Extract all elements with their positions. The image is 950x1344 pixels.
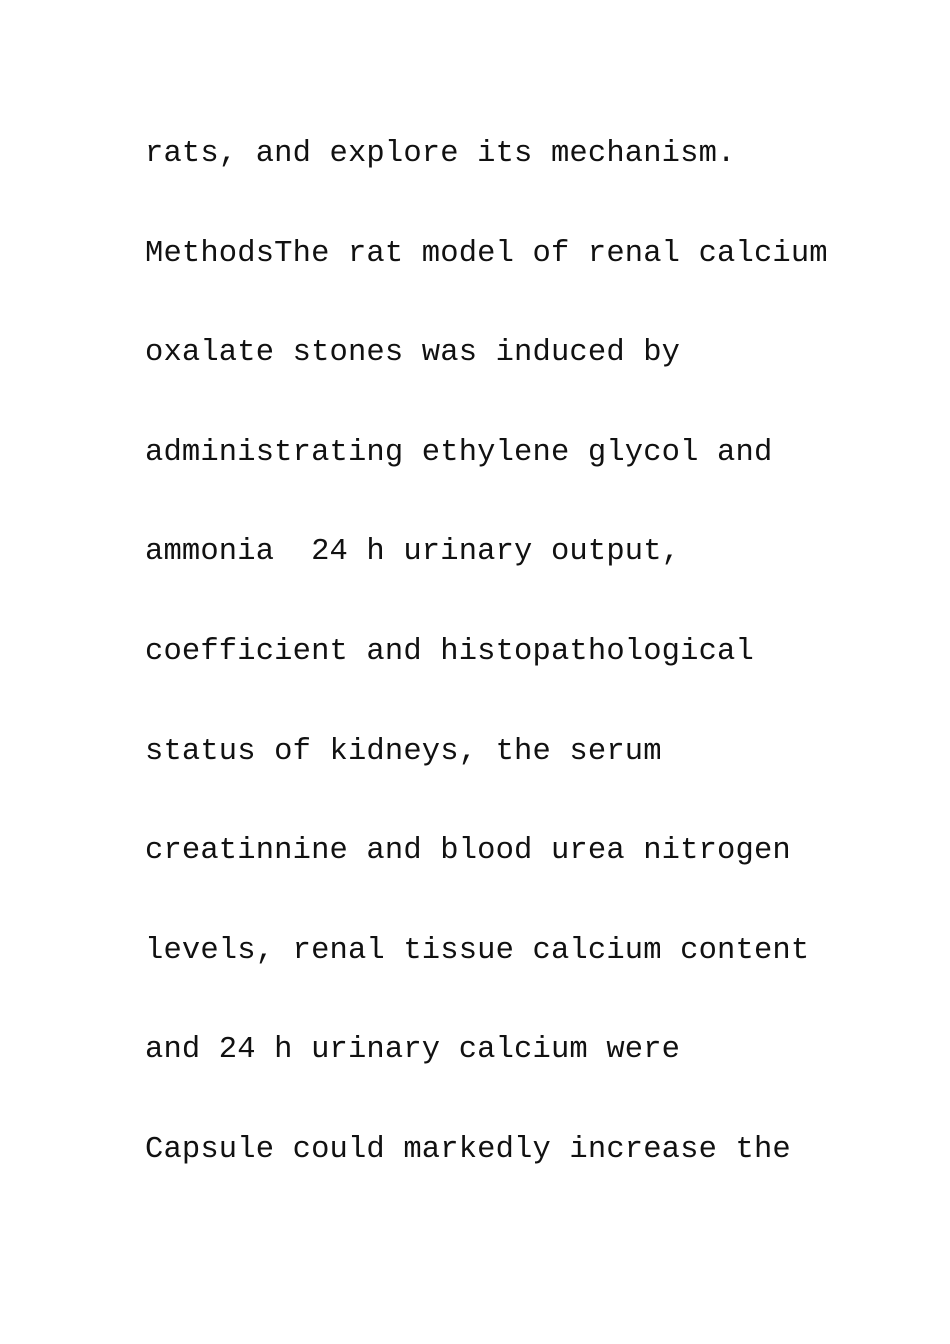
text-line-1: rats, and explore its mechanism. — [145, 137, 736, 171]
text-line-10: and 24 h urinary calcium were — [145, 1033, 681, 1068]
text-line-2: MethodsThe rat model of renal calcium — [145, 236, 828, 271]
text-line-11: Capsule could markedly increase the — [145, 1132, 791, 1167]
body-text — [145, 124, 865, 1220]
text-line-3: oxalate stones was induced by — [145, 336, 681, 371]
text-line-5: ammonia 24 h urinary output, — [145, 535, 681, 570]
text-line-8: creatinnine and blood urea nitrogen — [145, 834, 791, 869]
text-line-9: levels, renal tissue calcium content — [145, 933, 810, 968]
text-line-4: administrating ethylene glycol and — [145, 435, 773, 470]
text-line-7: status of kidneys, the serum — [145, 734, 662, 769]
text-line-6: coefficient and histopathological — [145, 634, 754, 669]
